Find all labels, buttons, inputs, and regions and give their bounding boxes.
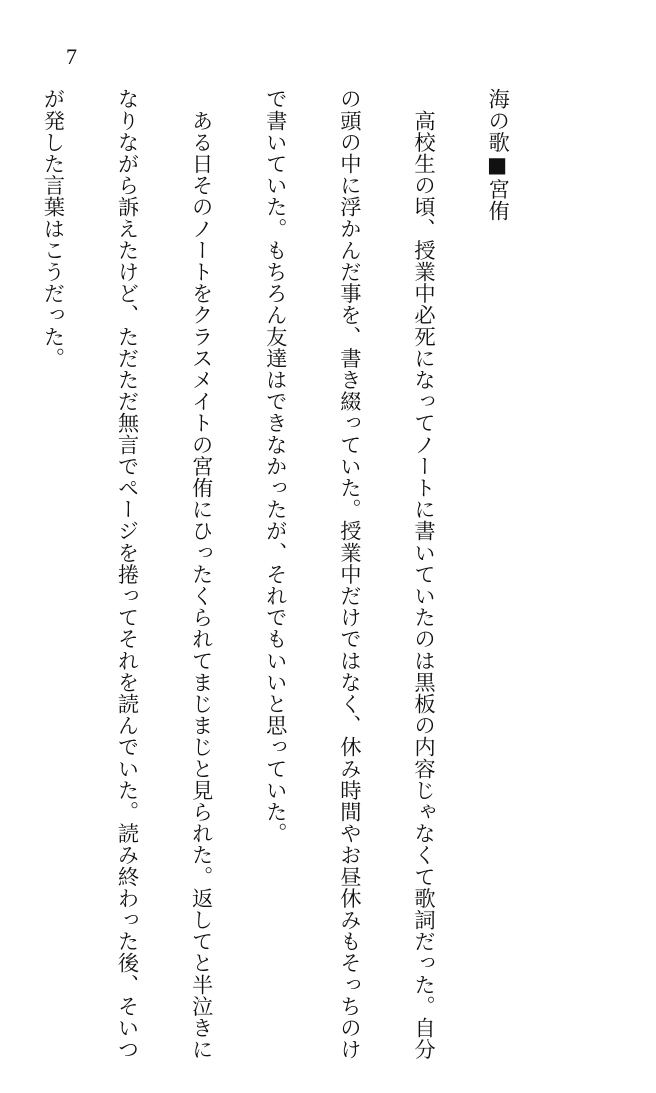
text-line-title: 海の歌■宮侑 <box>484 88 510 222</box>
text-line: なりながら訴えたけど、ただただ無言でページを捲ってそれを読んでいた。読み終わった後、そいつ <box>114 88 140 1060</box>
body-text <box>0 88 558 1060</box>
page-number: 7 <box>66 44 77 69</box>
text-line: の頭の中に浮かんだ事を、書き綴っていた。授業中だけではなく、休み時間やお昼休みもそっちのけ <box>336 88 362 1060</box>
text-line: 高校生の頃、授業中必死になってノートに書いていたのは黒板の内容じゃなくて歌詞だった。自分 <box>410 88 436 1060</box>
text-line: が発した言葉はこうだった。 <box>39 88 65 369</box>
text-line: で書いていた。もちろん友達はできなかったが、それでもいいと思っていた。 <box>262 88 288 844</box>
text-line: ある日そのノートをクラスメイトの宮侑にひったくられてまじまじと見られた。返してと半泣きに <box>188 88 214 1060</box>
